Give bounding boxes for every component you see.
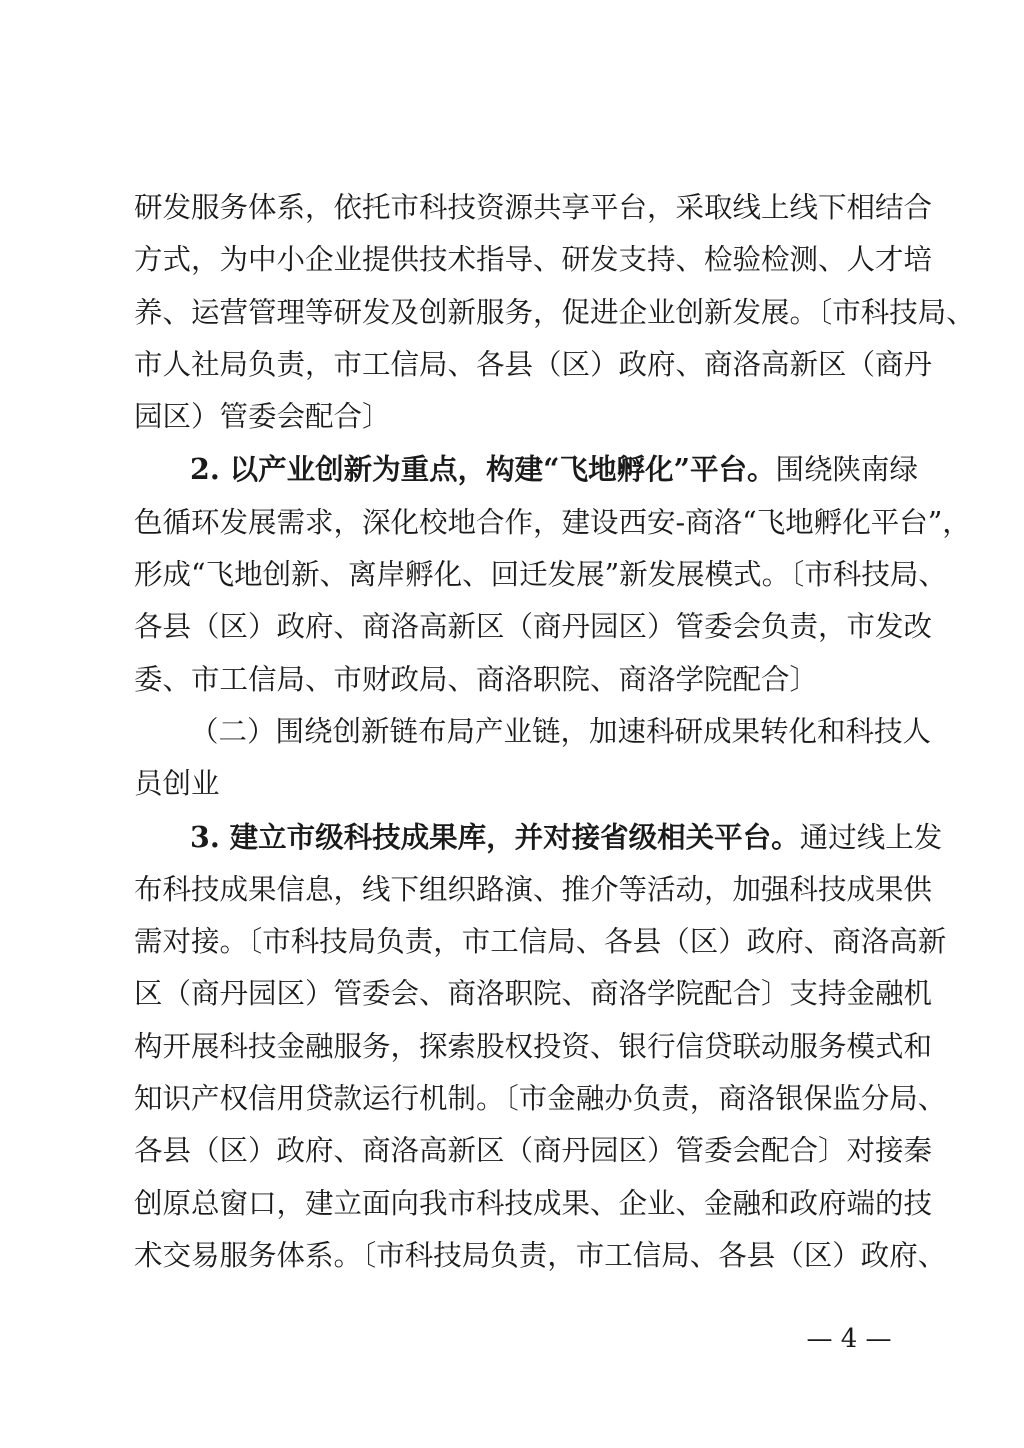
section-heading: 3. 建立市级科技成果库，并对接省级相关平台。 bbox=[190, 819, 800, 854]
line-text: 各县（区）政府、商洛高新区（商丹园区）管委会负责，市发改 bbox=[134, 610, 933, 644]
line-text: 色循环发展需求，深化校地合作，建设西安-商洛“飞地孵化平台”， bbox=[134, 505, 971, 539]
text-line bbox=[134, 549, 947, 601]
line-text: 研发服务体系，依托市科技资源共享平台，采取线上线下相结合 bbox=[134, 191, 933, 224]
text-line bbox=[134, 391, 890, 443]
text-line bbox=[134, 1230, 947, 1282]
text-line bbox=[134, 758, 890, 810]
line-text: 养、运营管理等研发及创新服务，促进企业创新发展。〔市科技局、 bbox=[134, 295, 975, 329]
line-text: 委、市工信局、市财政局、商洛职院、商洛学院配合〕 bbox=[134, 662, 819, 696]
line-text: 园区）管委会配合〕 bbox=[134, 400, 391, 434]
line-text: 方式，为中小企业提供技术指导、研发支持、检验检测、人才培 bbox=[134, 243, 933, 277]
line-text: 区（商丹园区）管委会、商洛职院、商洛学院配合〕支持金融机 bbox=[134, 977, 933, 1011]
text-line bbox=[134, 654, 890, 706]
text-line bbox=[134, 968, 933, 1020]
text-line bbox=[134, 234, 933, 286]
line-text: 形成“飞地创新、离岸孵化、回迁发展”新发展模式。〔市科技局、 bbox=[134, 558, 947, 592]
section-heading: 2. 以产业创新为重点，构建“飞地孵化”平台。 bbox=[190, 452, 776, 487]
text-line bbox=[134, 443, 918, 496]
text-line bbox=[134, 706, 932, 758]
line-text: 创原总窗口，建立面向我市科技成果、企业、金融和政府端的技 bbox=[134, 1186, 933, 1220]
text-line bbox=[134, 287, 975, 339]
line-text: 围绕陕南绿 bbox=[775, 453, 918, 487]
page-number: — 4 — bbox=[806, 1324, 892, 1354]
line-text: 术交易服务体系。〔市科技局负责，市工信局、各县（区）政府、 bbox=[134, 1238, 947, 1272]
text-line bbox=[134, 1178, 933, 1230]
line-text: 员创业 bbox=[134, 767, 220, 801]
line-text: 市人社局负责，市工信局、各县（区）政府、商洛高新区（商丹 bbox=[134, 347, 933, 381]
line-text: 布科技成果信息，线下组织路演、推介等活动，加强科技成果供 bbox=[134, 872, 933, 906]
text-line bbox=[134, 864, 933, 916]
line-text: 各县（区）政府、商洛高新区（商丹园区）管委会配合〕对接秦 bbox=[134, 1134, 933, 1168]
text-line bbox=[134, 497, 971, 549]
text-line bbox=[134, 811, 943, 864]
line-text: 通过线上发 bbox=[799, 820, 943, 854]
line-text: 知识产权信用贷款运行机制。〔市金融办负责，商洛银保监分局、 bbox=[134, 1082, 947, 1116]
text-line bbox=[134, 1073, 947, 1125]
text-line bbox=[134, 916, 947, 968]
line-text: 需对接。〔市科技局负责，市工信局、各县（区）政府、商洛高新 bbox=[134, 925, 947, 959]
text-line bbox=[134, 339, 933, 391]
text-line bbox=[134, 601, 933, 653]
document-body bbox=[134, 182, 975, 1282]
line-text: （二）围绕创新链布局产业链，加速科研成果转化和科技人 bbox=[190, 714, 932, 748]
text-line bbox=[134, 1021, 933, 1073]
line-text: 构开展科技金融服务，探索股权投资、银行信贷联动服务模式和 bbox=[134, 1029, 933, 1063]
text-line bbox=[134, 1125, 933, 1177]
text-line bbox=[134, 182, 933, 234]
